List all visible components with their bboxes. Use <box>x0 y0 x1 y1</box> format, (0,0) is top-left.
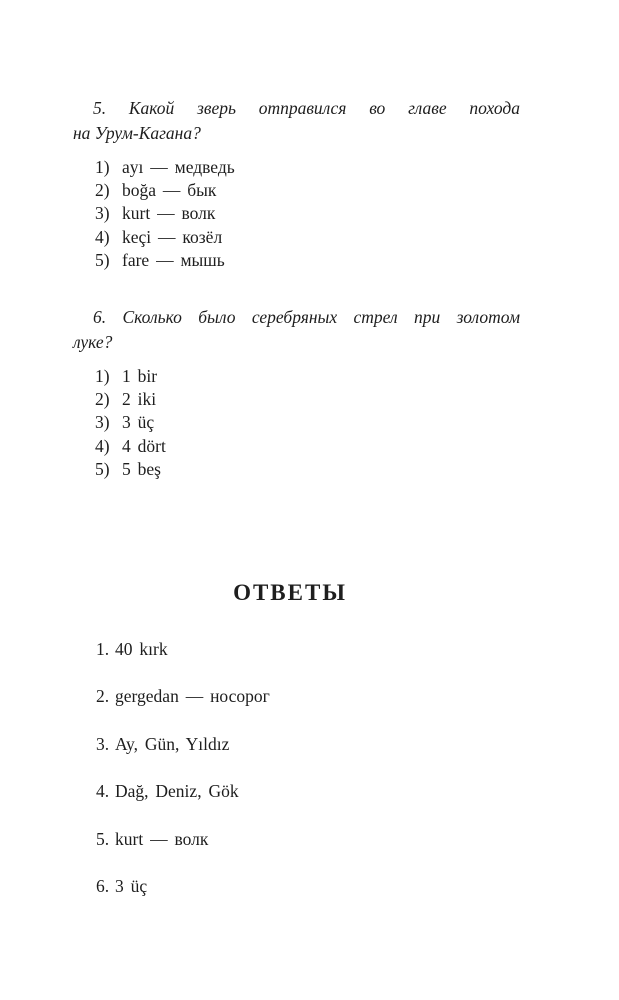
answer-item <box>96 874 270 898</box>
option-marker: 3) <box>95 412 110 433</box>
option-text: 5 beş <box>122 458 161 479</box>
answer-item <box>96 684 270 708</box>
answer-text: Ay, Gün, Yıldız <box>115 733 230 754</box>
option-marker: 5) <box>95 249 110 270</box>
answer-text: 40 kırk <box>115 639 168 659</box>
option-item <box>95 202 235 225</box>
answer-marker: 1. <box>96 639 110 659</box>
question-6 <box>73 305 520 355</box>
option-marker: 1) <box>95 366 110 386</box>
answer-item <box>96 637 270 661</box>
option-item <box>95 411 166 434</box>
option-item <box>95 226 235 249</box>
option-text: fare — мышь <box>122 249 225 270</box>
answer-marker: 6. <box>96 875 110 896</box>
option-marker: 3) <box>95 203 110 224</box>
question-6-line-1: 6. Сколько было серебряных стрел при золотом <box>93 307 520 327</box>
question-5-options <box>95 156 235 272</box>
option-item <box>95 156 235 179</box>
option-text: 3 üç <box>122 412 155 433</box>
option-text: 1 bir <box>122 366 158 386</box>
option-marker: 4) <box>95 435 110 456</box>
option-item <box>95 179 235 202</box>
option-text: boğa — бык <box>122 180 217 201</box>
option-text: 4 dört <box>122 435 166 456</box>
answer-item <box>96 732 270 756</box>
answer-marker: 5. <box>96 828 110 849</box>
question-6-options <box>95 365 166 481</box>
answer-item <box>96 779 270 803</box>
answer-item <box>96 827 270 851</box>
answer-marker: 3. <box>96 733 110 754</box>
option-item <box>95 365 166 388</box>
option-marker: 2) <box>95 389 110 410</box>
option-marker: 5) <box>95 458 110 479</box>
option-marker: 1) <box>95 157 110 177</box>
option-text: 2 iki <box>122 389 157 410</box>
option-item <box>95 435 166 458</box>
answer-marker: 2. <box>96 686 110 707</box>
option-item <box>95 458 166 481</box>
option-item <box>95 249 235 272</box>
option-marker: 4) <box>95 226 110 247</box>
answer-text: gergedan — носорог <box>115 686 270 707</box>
question-5-line-1: 5. Какой зверь отправился во главе похода <box>93 98 520 118</box>
answer-text: kurt — волк <box>115 828 209 849</box>
option-item <box>95 388 166 411</box>
question-5 <box>73 96 520 146</box>
answer-marker: 4. <box>96 781 110 802</box>
answers-list <box>96 637 270 921</box>
question-5-line-2: на Урум-Кагана? <box>73 123 201 143</box>
question-6-line-2: луке? <box>73 332 113 352</box>
option-marker: 2) <box>95 180 110 201</box>
option-text: kurt — волк <box>122 203 216 224</box>
option-text: ayı — медведь <box>122 157 235 177</box>
answers-heading: ОТВЕТЫ <box>233 580 347 605</box>
answer-text: Dağ, Deniz, Gök <box>115 781 239 802</box>
answer-text: 3 üç <box>115 875 148 896</box>
option-text: keçi — козёл <box>122 226 223 247</box>
